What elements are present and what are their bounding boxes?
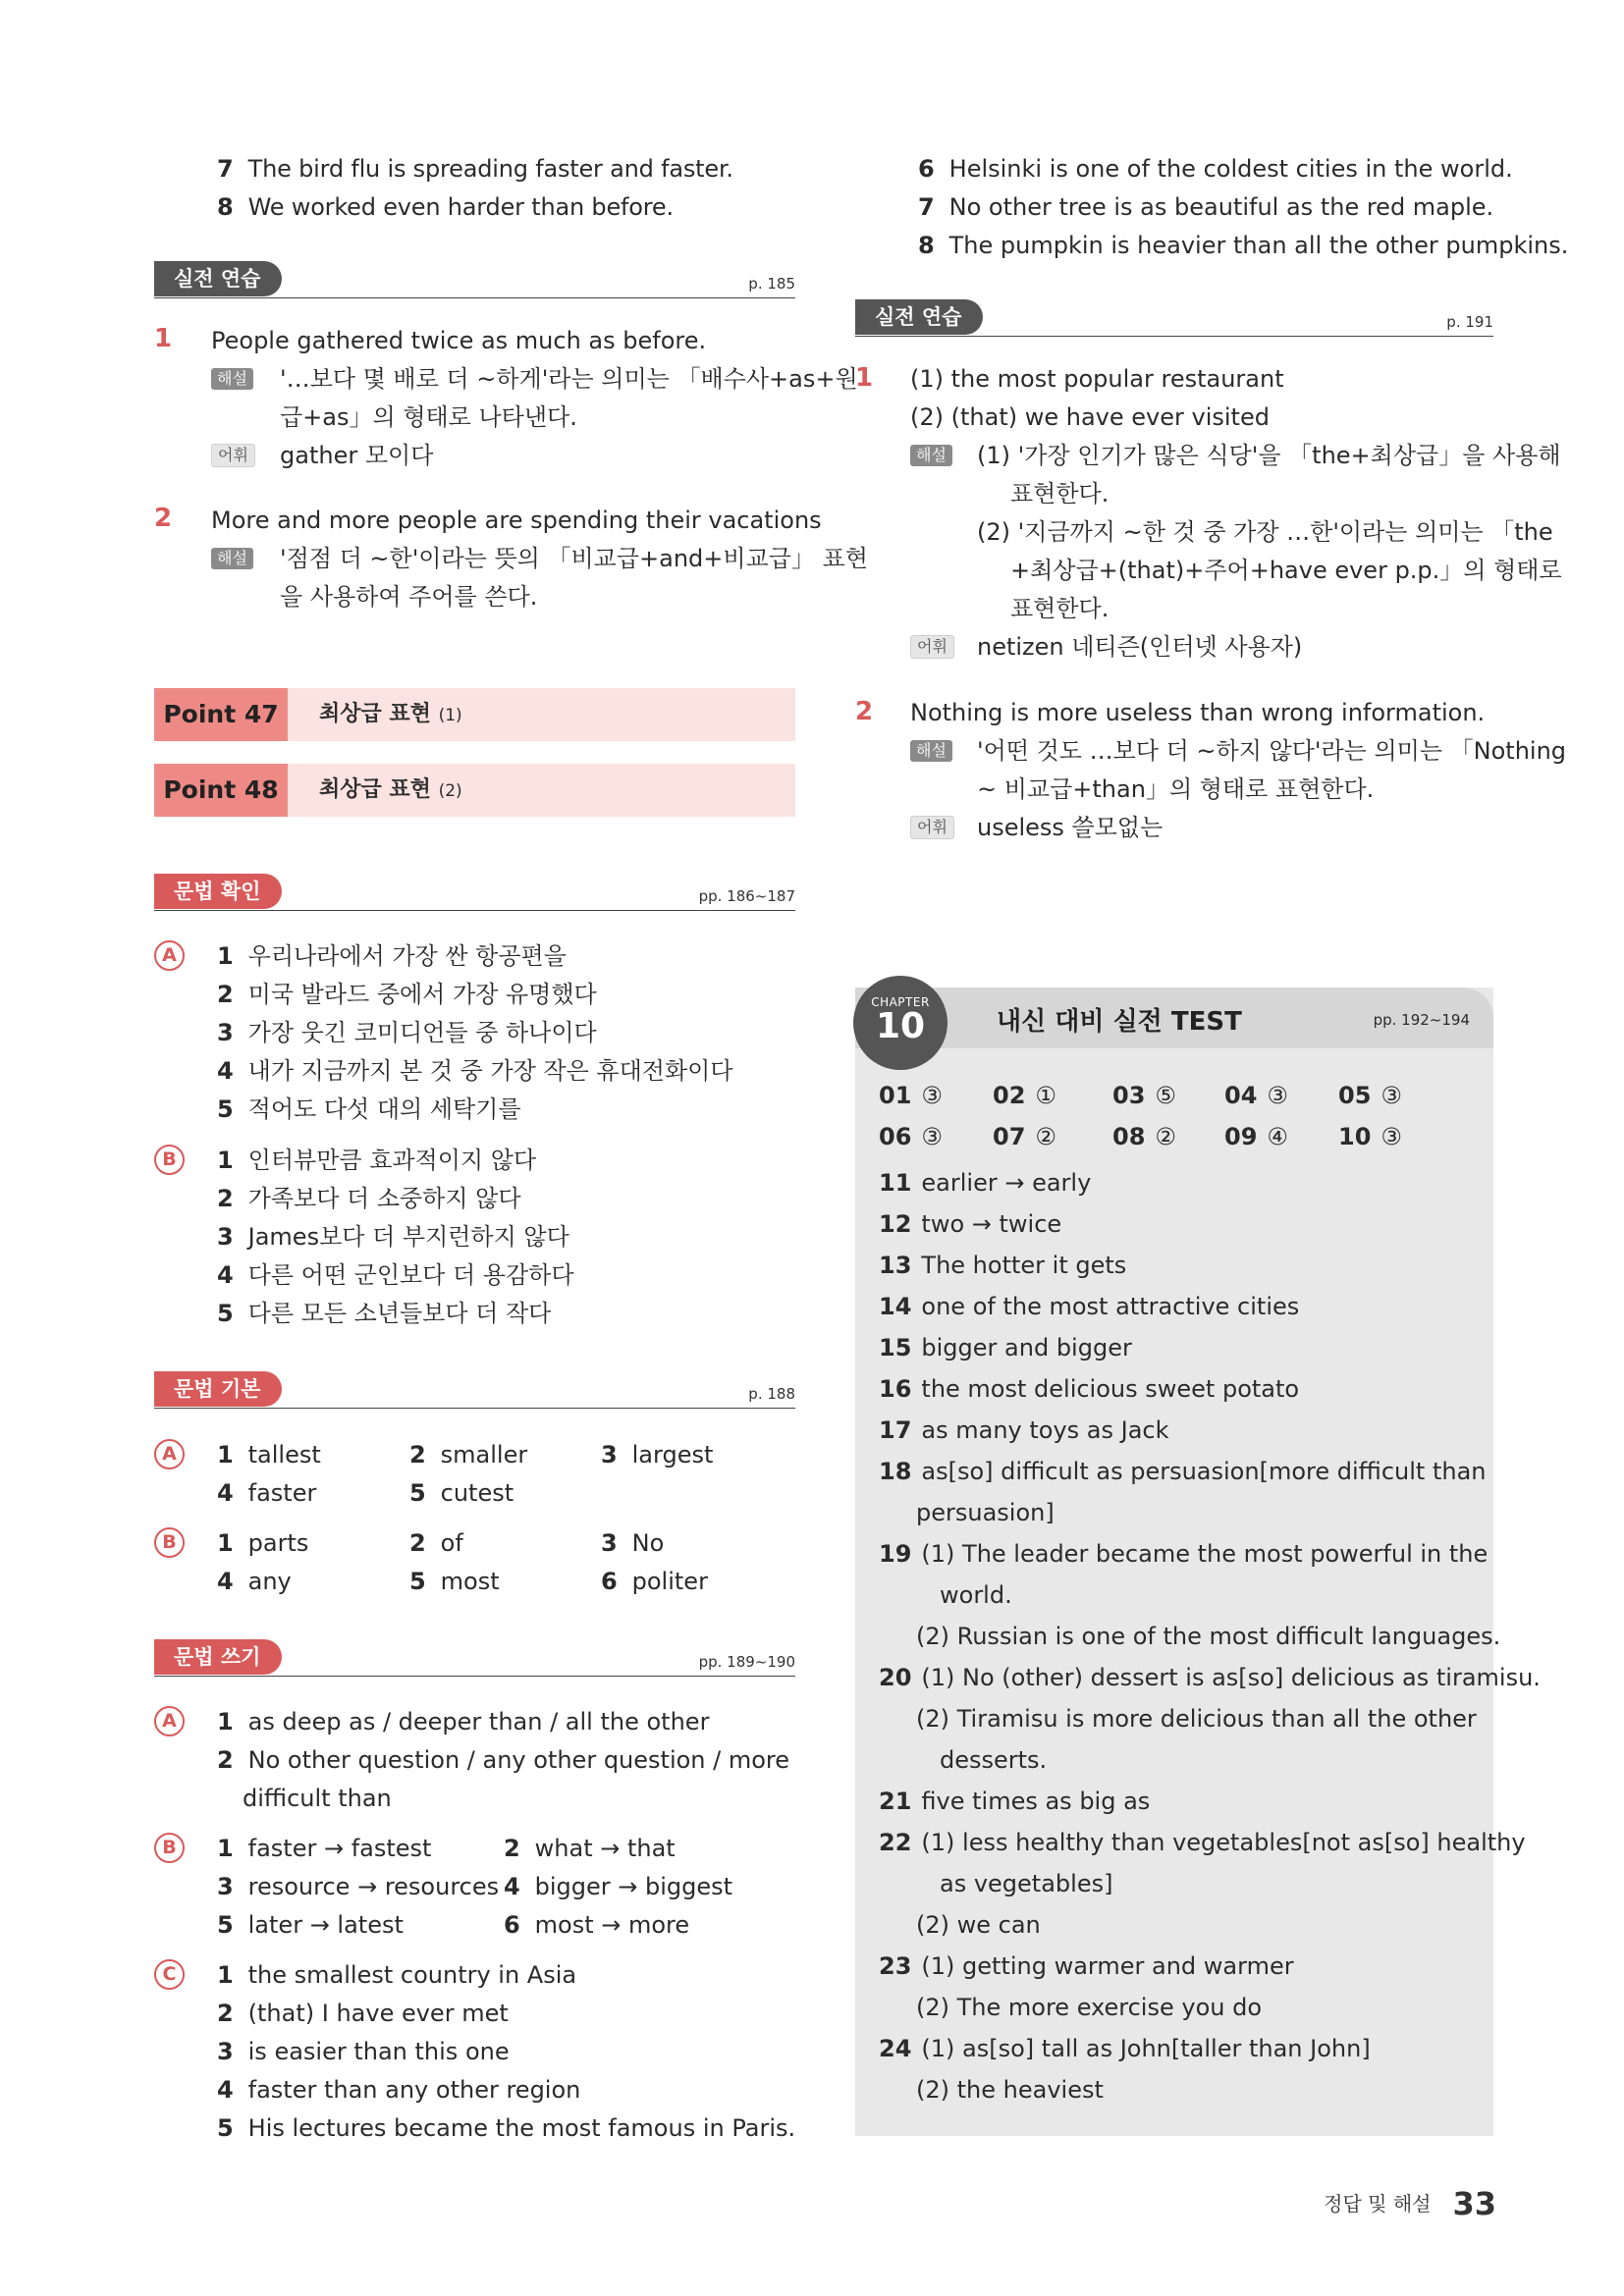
test-item: 20 (1) No (other) dessert is as[so] delicious as tiramisu. bbox=[879, 1664, 1541, 1691]
test-item-continuation: as vegetables] bbox=[940, 1870, 1113, 1897]
point-label: Point 47 bbox=[154, 688, 288, 741]
test-item-continuation: persuasion] bbox=[916, 1499, 1055, 1526]
list-item-continuation: difficult than bbox=[243, 1785, 392, 1812]
page-ref: p. 188 bbox=[748, 1385, 795, 1403]
section-a-marker: A bbox=[154, 1439, 185, 1469]
list-item: 1 우리나라에서 가장 싼 항공편을 bbox=[217, 942, 567, 970]
explanation-text: 을 사용하여 주어를 쓴다. bbox=[280, 583, 538, 611]
answer-text: People gathered twice as much as before. bbox=[211, 327, 707, 354]
mc-answer: 08 ② bbox=[1112, 1123, 1176, 1150]
vocab-text: gather 모이다 bbox=[280, 442, 434, 469]
explanation-tag: 해설 bbox=[910, 740, 952, 762]
explanation-text: +최상급+(that)+주어+have ever p.p.」의 형태로 bbox=[1010, 557, 1562, 584]
explanation-text: 표현한다. bbox=[1010, 480, 1110, 507]
list-item: 1 faster → fastest bbox=[217, 1835, 432, 1862]
list-item: 4 내가 지금까지 본 것 중 가장 작은 휴대전화이다 bbox=[217, 1057, 733, 1085]
explanation-text: (1) '가장 인기가 많은 식당'을 「the+최상급」을 사용해 bbox=[977, 442, 1561, 469]
explanation-text: '어떤 것도 …보다 더 ~하지 않다'라는 의미는 「Nothing bbox=[977, 737, 1567, 765]
list-item: 7 No other tree is as beautiful as the red maple. bbox=[918, 193, 1494, 221]
question-number: 2 bbox=[154, 504, 173, 533]
list-item: 2 No other question / any other question / more bbox=[217, 1746, 790, 1774]
list-item: 3 largest bbox=[601, 1441, 714, 1468]
test-item: 13 The hotter it gets bbox=[879, 1252, 1127, 1279]
list-item: 4 bigger → biggest bbox=[504, 1873, 733, 1900]
mc-answer: 04 ③ bbox=[1224, 1082, 1288, 1109]
vocab-row bbox=[211, 437, 255, 475]
test-title: 내신 대비 실전 TEST bbox=[997, 1007, 1242, 1037]
section-header-practice bbox=[154, 261, 795, 298]
list-item: 1 as deep as / deeper than / all the other bbox=[217, 1708, 710, 1735]
explanation-text: (2) '지금까지 ~한 것 중 가장 …한'이라는 의미는 「the bbox=[977, 518, 1553, 546]
list-item: 1 the smallest country in Asia bbox=[217, 1961, 577, 1989]
section-title: 문법 확인 bbox=[154, 874, 282, 909]
list-item: 1 parts bbox=[217, 1529, 309, 1557]
test-item: 21 five times as big as bbox=[879, 1788, 1151, 1815]
list-item: 5 most bbox=[409, 1568, 500, 1595]
section-header-grammar-writing bbox=[154, 1639, 795, 1677]
list-item: 1 tallest bbox=[217, 1441, 321, 1468]
list-item: 5 later → latest bbox=[217, 1911, 404, 1939]
list-item: 2 가족보다 더 소중하지 않다 bbox=[217, 1185, 521, 1212]
vocab-text: netizen 네티즌(인터넷 사용자) bbox=[977, 633, 1303, 661]
section-a-marker: A bbox=[154, 1706, 185, 1736]
test-item: 15 bigger and bigger bbox=[879, 1334, 1132, 1362]
vocab-row bbox=[910, 628, 954, 667]
page-number: 33 bbox=[1452, 2185, 1496, 2222]
chapter-badge: CHAPTER 10 bbox=[853, 976, 947, 1070]
section-b-marker: B bbox=[154, 1527, 185, 1558]
test-item: 11 earlier → early bbox=[879, 1169, 1092, 1197]
question-number: 1 bbox=[855, 363, 874, 393]
section-header-grammar-check bbox=[154, 874, 795, 911]
page-ref: p. 185 bbox=[748, 275, 795, 293]
chapter-test-box bbox=[855, 988, 1541, 2136]
explanation-text: ~ 비교급+than」의 형태로 표현한다. bbox=[977, 775, 1375, 803]
list-item: 2 of bbox=[409, 1529, 463, 1557]
point-47-banner bbox=[154, 688, 795, 741]
explanation-row bbox=[910, 732, 952, 771]
vocab-tag: 어휘 bbox=[211, 444, 255, 467]
section-title: 문법 기본 bbox=[154, 1371, 282, 1407]
explanation-text: '점점 더 ~한'이라는 뜻의 「비교급+and+비교급」 표현 bbox=[280, 545, 868, 572]
list-item: 8 We worked even harder than before. bbox=[217, 193, 674, 221]
vocab-tag: 어휘 bbox=[910, 816, 954, 839]
list-item: 3 is easier than this one bbox=[217, 2038, 510, 2065]
vocab-text: useless 쓸모없는 bbox=[977, 814, 1164, 841]
explanation-row bbox=[910, 437, 952, 475]
mc-answer: 01 ③ bbox=[879, 1082, 943, 1109]
mc-answer: 05 ③ bbox=[1338, 1082, 1402, 1109]
list-item: 3 No bbox=[601, 1529, 665, 1557]
list-item: 7 The bird flu is spreading faster and faster. bbox=[217, 155, 733, 183]
answer-text: Nothing is more useless than wrong information. bbox=[910, 699, 1486, 726]
section-title: 실전 연습 bbox=[154, 261, 282, 296]
test-item: 14 one of the most attractive cities bbox=[879, 1293, 1300, 1320]
section-header-grammar-basic bbox=[154, 1371, 795, 1409]
list-item: 5 cutest bbox=[409, 1479, 514, 1507]
test-item-continuation: (2) The more exercise you do bbox=[916, 1994, 1263, 2021]
mc-answer: 10 ③ bbox=[1338, 1123, 1402, 1150]
test-item: 22 (1) less healthy than vegetables[not as[so] healthy bbox=[879, 1829, 1526, 1856]
list-item: 6 politer bbox=[601, 1568, 708, 1595]
list-item: 6 most → more bbox=[504, 1911, 690, 1939]
section-title: 실전 연습 bbox=[855, 299, 983, 335]
list-item: 4 any bbox=[217, 1568, 292, 1595]
explanation-row bbox=[211, 360, 253, 399]
explanation-text: 급+as」의 형태로 나타낸다. bbox=[280, 403, 577, 431]
list-item: 8 The pumpkin is heavier than all the other pumpkins. bbox=[918, 232, 1569, 259]
list-item: 4 faster than any other region bbox=[217, 2076, 581, 2104]
answer-text: (2) (that) we have ever visited bbox=[910, 403, 1270, 431]
page-ref: pp. 189~190 bbox=[698, 1653, 795, 1671]
list-item: 6 Helsinki is one of the coldest cities in the world. bbox=[918, 155, 1513, 183]
section-a-marker: A bbox=[154, 940, 185, 971]
list-item: 3 James보다 더 부지런하지 않다 bbox=[217, 1223, 569, 1251]
list-item: 5 다른 모든 소년들보다 더 작다 bbox=[217, 1300, 552, 1327]
list-item: 3 가장 웃긴 코미디언들 중 하나이다 bbox=[217, 1019, 597, 1046]
answer-text: (1) the most popular restaurant bbox=[910, 365, 1284, 393]
test-item: 24 (1) as[so] tall as John[taller than John] bbox=[879, 2035, 1371, 2062]
page-footer bbox=[1324, 2185, 1496, 2222]
explanation-tag: 해설 bbox=[910, 445, 952, 466]
list-item: 5 적어도 다섯 대의 세탁기를 bbox=[217, 1095, 521, 1123]
answer-text: More and more people are spending their vacations bbox=[211, 507, 822, 534]
vocab-tag: 어휘 bbox=[910, 635, 954, 659]
explanation-tag: 해설 bbox=[211, 548, 253, 569]
point-label: Point 48 bbox=[154, 764, 288, 817]
explanation-row bbox=[211, 540, 253, 578]
footer-label: 정답 및 해설 bbox=[1324, 2192, 1432, 2216]
mc-answer: 07 ② bbox=[993, 1123, 1056, 1150]
test-item-continuation: (2) we can bbox=[916, 1911, 1041, 1939]
point-title: 최상급 표현 (1) bbox=[319, 702, 462, 726]
explanation-text: 표현한다. bbox=[1010, 595, 1110, 622]
list-item: 1 인터뷰만큼 효과적이지 않다 bbox=[217, 1147, 537, 1174]
test-item-continuation: world. bbox=[940, 1581, 1012, 1609]
test-header bbox=[855, 988, 1493, 1048]
test-item: 19 (1) The leader became the most powerful in the bbox=[879, 1540, 1489, 1568]
test-item: 18 as[so] difficult as persuasion[more difficult than bbox=[879, 1458, 1487, 1485]
list-item: 5 His lectures became the most famous in Paris. bbox=[217, 2114, 796, 2142]
mc-answer: 02 ① bbox=[993, 1082, 1056, 1109]
list-item: 4 다른 어떤 군인보다 더 용감하다 bbox=[217, 1261, 574, 1289]
test-item: 16 the most delicious sweet potato bbox=[879, 1375, 1300, 1403]
list-item: 2 미국 발라드 중에서 가장 유명했다 bbox=[217, 981, 597, 1008]
point-title: 최상급 표현 (2) bbox=[319, 777, 462, 802]
explanation-text: '…보다 몇 배로 더 ~하게'라는 의미는 「배수사+as+원 bbox=[280, 365, 858, 393]
question-number: 1 bbox=[154, 324, 173, 353]
test-item-continuation: (2) the heaviest bbox=[916, 2076, 1104, 2104]
list-item: 2 smaller bbox=[409, 1441, 528, 1468]
list-item: 2 what → that bbox=[504, 1835, 676, 1862]
section-b-marker: B bbox=[154, 1145, 185, 1175]
test-item-continuation: (2) Tiramisu is more delicious than all the other bbox=[916, 1705, 1477, 1733]
page-ref: pp. 186~187 bbox=[698, 887, 795, 905]
section-c-marker: C bbox=[154, 1959, 185, 1990]
test-item: 17 as many toys as Jack bbox=[879, 1416, 1169, 1444]
list-item: 4 faster bbox=[217, 1479, 317, 1507]
section-b-marker: B bbox=[154, 1833, 185, 1863]
test-item-continuation: (2) Russian is one of the most difficult languages. bbox=[916, 1623, 1501, 1650]
list-item: 2 (that) I have ever met bbox=[217, 2000, 509, 2027]
question-number: 2 bbox=[855, 697, 874, 726]
page-ref: p. 191 bbox=[1446, 313, 1493, 331]
page-ref: pp. 192~194 bbox=[1373, 1011, 1470, 1029]
test-item-continuation: desserts. bbox=[940, 1746, 1048, 1774]
mc-answer: 09 ④ bbox=[1224, 1123, 1288, 1150]
section-header-practice bbox=[855, 299, 1493, 337]
point-48-banner bbox=[154, 764, 795, 817]
mc-answer: 03 ⑤ bbox=[1112, 1082, 1176, 1109]
list-item: 3 resource → resources bbox=[217, 1873, 500, 1900]
vocab-row bbox=[910, 809, 954, 847]
test-item: 12 two → twice bbox=[879, 1210, 1062, 1238]
test-item: 23 (1) getting warmer and warmer bbox=[879, 1952, 1294, 1980]
section-title: 문법 쓰기 bbox=[154, 1639, 282, 1675]
mc-answer: 06 ③ bbox=[879, 1123, 943, 1150]
explanation-tag: 해설 bbox=[211, 368, 253, 390]
